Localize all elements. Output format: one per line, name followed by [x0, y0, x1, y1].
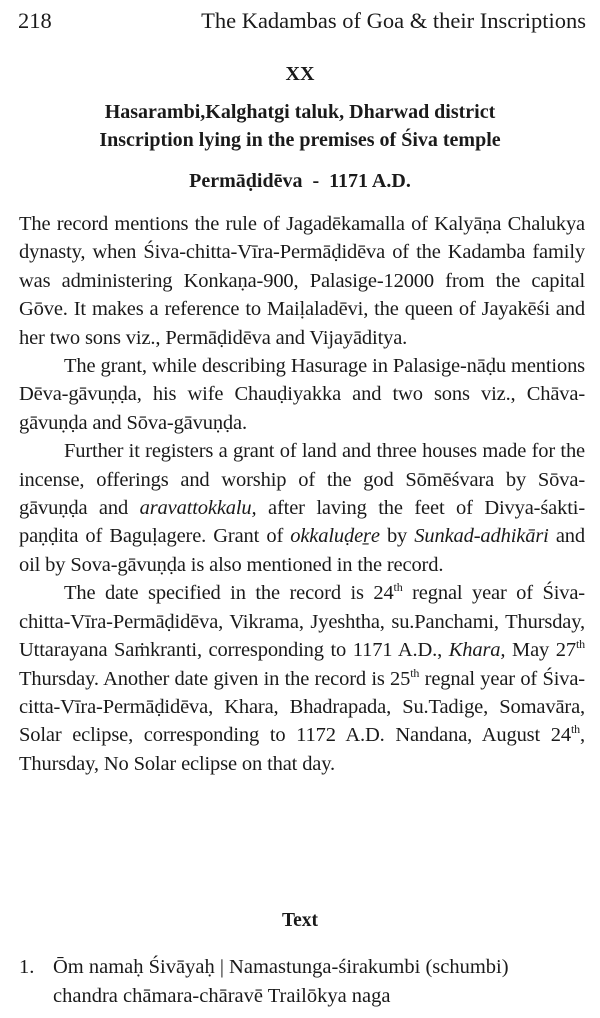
paragraph-2: The grant, while describing Hasurage in Palasige-nāḍu mentions Dēva-gāvuṇḍa, his wife Chauḍiyakka and two sons viz., Chāva-gāvuṇḍa and Sōva-gāvuṇḍa. [19, 355, 585, 434]
ordinal-superscript: th [570, 722, 581, 737]
location-line-1: Hasarambi,Kalghatgi taluk, Dharwad district [104, 101, 496, 123]
paragraph-1: The record mentions the rule of Jagadēkamalla of Kalyāṇa Chalukya dynasty, when Śiva-chitta-Vīra-Permāḍidēva of the Kadamba family was administering Konkaṇa-900, Palasige-12000 from the capital Gōve. It makes a reference to Maiḷaladēvi, the queen of Jayakēśi and her two sons viz., Permāḍidēva and Vijayāditya. [19, 213, 585, 349]
ordinal-superscript: th [410, 665, 420, 680]
ordinal-superscript: th [575, 637, 586, 652]
page-header [18, 8, 586, 38]
italic-term-khara: Khara, [448, 639, 506, 662]
verse-line-2: chandra chāmara-chāravē Trailōkya naga [53, 985, 391, 1007]
page-number: 218 [18, 8, 52, 33]
running-title: The Kadambas of Goa & their Inscriptions [201, 8, 586, 33]
king-and-date: Permāḍidēva - 1171 A.D. [189, 170, 411, 192]
verse-line-1: 1. Ōm namaḥ Śivāyaḥ | Namastunga-śirakumbi (schumbi) [19, 953, 589, 982]
line-number: 1. [19, 956, 35, 978]
text-section-heading: Text [281, 910, 319, 931]
paragraph-3: Further it registers a grant of land and three houses made for the incense, offerings and worship of the god Sōmēśvara by Sōva-gāvuṇḍa and aravattokkalu, after laving the feet of Divya-śakti-paṇḍita of Baguḷagere. Grant of okkaluḍeṟe by Sunkad-adhikāri and oil by Sova-gāvuṇḍa is also mentioned in the record. [19, 440, 586, 576]
italic-term-sunkad-adhikari: Sunkad-adhikāri [414, 525, 549, 548]
paragraph-4: The date specified in the record is 24th regnal year of Śiva-chitta-Vīra-Permāḍidēva, Vikrama, Jyeshtha, su.Panchami, Thursday, Uttarayana Saṁkranti, corresponding to 1171 A.D., Khara, May 27th Thursday. Another date given in the record is 25th regnal year of Śiva-citta-Vīra-Permāḍidēva, Khara, Bhadrapada, Su.Tadige, Somavāra, Solar eclipse, corresponding to 1172 A.D. Nandana, August 24th, Thursday, No Solar eclipse on that day. [19, 580, 586, 775]
inscription-number: XX [285, 63, 315, 85]
italic-term-aravattokkalu: aravattokkalu, [139, 497, 257, 520]
ordinal-superscript: th [393, 580, 403, 595]
location-line-2: Inscription lying in the premises of Śiva temple [99, 129, 501, 151]
italic-term-okkaludere: okkaluḍeṟe [290, 525, 380, 548]
body-text [19, 210, 585, 778]
inscription-text [19, 953, 589, 1011]
